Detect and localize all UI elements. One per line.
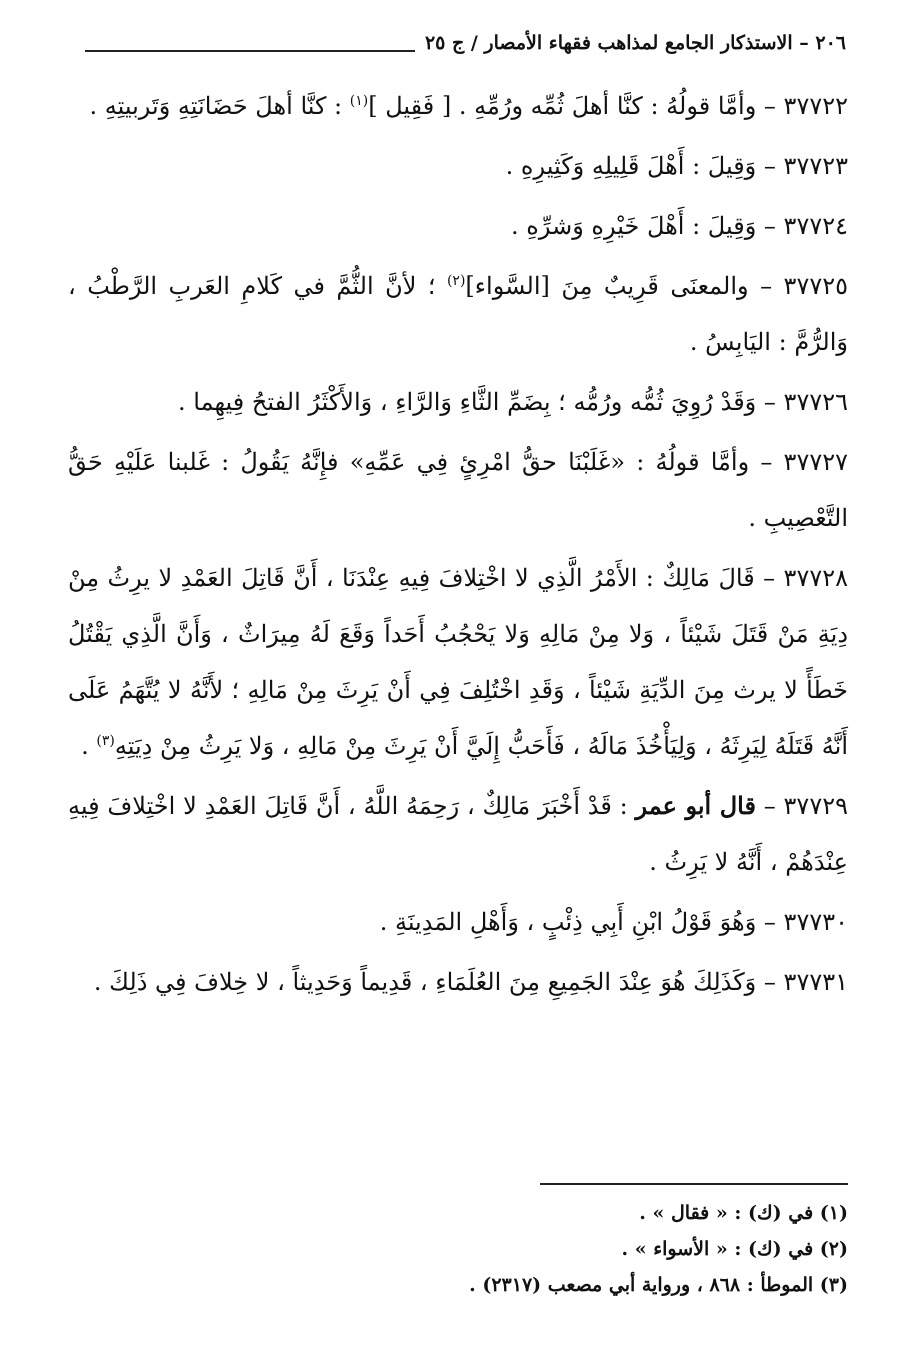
footnote-marker: (٣) [96, 733, 115, 749]
paragraph-number: ٣٧٧٢٦ – [756, 388, 848, 416]
paragraph-number: ٣٧٧٢٧ – [749, 448, 848, 476]
paragraph-37724 [68, 198, 848, 254]
paragraph-tail: . [81, 732, 97, 760]
paragraph-tail: : قَدْ أَخْبَرَ مَالِكٌ ، رَحِمَهُ اللَّهُ ، أَنَّ قَاتِلَ العَمْدِ لا اخْتِلافَ فِيهِ عِنْدَهُمْ ، أَنَّهُ لا يَرِثُ . [68, 792, 848, 876]
running-header: ٢٠٦ – الاستذكار الجامع لمذاهب فقهاء الأمصار / ج ٢٥ [424, 32, 846, 54]
footnote-1: (١) في (ك) : « فقال » . [639, 1202, 848, 1224]
paragraph-text: وَقَدْ رُوِيَ ثُمُّه ورُمُّه ؛ بِضَمِّ الثَّاءِ وَالرَّاءِ ، وَالأَكْثَرُ الفتحُ فِيهِما . [178, 388, 757, 416]
paragraph-37722 [68, 78, 848, 134]
header-rule [85, 50, 415, 52]
paragraph-37729 [68, 778, 848, 890]
paragraph-text: وَقِيلَ : أَهْلَ خَيْرِهِ وَشرِّهِ . [511, 212, 757, 240]
paragraph-number: ٣٧٧٢٢ – [756, 92, 848, 120]
paragraph-37723 [68, 138, 848, 194]
paragraph-text: وأمَّا قولُهُ : «غَلَبْنَا حقُّ امْرِئٍ فِي عَمِّهِ» فإِنَّهُ يَقُولُ : غَلبنا عَلَيْهِ حَقُّ التَّعْصِيبِ . [68, 448, 848, 532]
footnote-3: (٣) الموطأ : ٨٦٨ ، ورواية أبي مصعب (٢٣١٧) . [469, 1274, 848, 1296]
paragraph-37730 [68, 894, 848, 950]
paragraph-37731 [68, 954, 848, 1010]
paragraph-text: وَهُوَ قَوْلُ ابْنِ أَبِي ذِئْبٍ ، وَأَهْلِ المَدِينَةِ . [379, 908, 757, 936]
paragraph-tail: : كنَّا أهلَ حَضَانَتِهِ وَتَربيتِهِ . [89, 92, 350, 120]
paragraph-37725 [68, 258, 848, 370]
paragraph-37727 [68, 434, 848, 546]
footnote-marker: (٢) [446, 273, 466, 289]
paragraph-tail: ؛ لأنَّ الثُّمَّ في كَلامِ العَربِ الرَّطْبُ ، وَالرُّمَّ : اليَابِسُ . [68, 272, 848, 356]
footnote-rule [540, 1183, 848, 1185]
paragraph-number: ٣٧٧٢٨ – [754, 564, 848, 592]
footnote-marker: (١) [349, 93, 369, 109]
paragraph-37728 [68, 550, 848, 774]
paragraph-number: ٣٧٧٣٠ – [756, 908, 848, 936]
speaker-name: قال أبو عمر [635, 791, 756, 820]
paragraph-number: ٣٧٧٢٣ – [756, 152, 848, 180]
paragraph-37726 [68, 374, 848, 430]
body-text [68, 78, 848, 1014]
paragraph-number: ٣٧٧٣١ – [756, 968, 848, 996]
footnote-2: (٢) في (ك) : « الأسواء » . [621, 1238, 848, 1260]
footnotes [68, 1195, 848, 1303]
paragraph-text: وَقِيلَ : أَهْلَ قَلِيلِهِ وَكَثِيرِهِ . [505, 152, 757, 180]
paragraph-number: ٣٧٧٢٩ – [755, 792, 848, 820]
paragraph-text: وَكَذَلِكَ هُوَ عِنْدَ الجَمِيعِ مِنَ العُلَمَاءِ ، قَدِيماً وَحَدِيثاً ، لا خِلافَ فِي ذَلِكَ . [93, 968, 757, 996]
paragraph-number: ٣٧٧٢٥ – [748, 272, 848, 300]
paragraph-text: وأمَّا قولُهُ : كنَّا أهلَ ثُمِّه ورُمِّهِ . [ فَقِيل ] [368, 92, 757, 120]
paragraph-text: قَالَ مَالِكٌ : الأَمْرُ الَّذِي لا اخْتِلافَ فِيهِ عِنْدَنَا ، أَنَّ قَاتِلَ العَمْدِ لا يرِثُ مِنْ دِيَةِ مَنْ قَتَلَ شَيْئاً ، وَلا مِنْ مَالِهِ وَلا يَحْجُبُ أَحَداً وَقَعَ لَهُ مِيرَاثٌ ، وَأَنَّ الَّذِي يَقْتُلُ خَطَأً لا يرث مِنَ الدِّيَةِ شَيْئاً ، وَقَدِ اخْتُلِفَ فِي أَنْ يَرِثَ مِنْ مَالِهِ ؛ لأَنَّهُ لا يُتَّهَمُ عَلَى أَنَّهُ قَتَلَهُ لِيَرِثَهُ ، وَلِيَأْخُذَ مَالَهُ ، فَأَحَبُّ إِلَيَّ أَنْ يَرِثَ مِنْ مَالِهِ ، وَلا يَرِثُ مِنْ دِيَتِهِ [68, 564, 849, 760]
paragraph-text: والمعنَى قَرِيبٌ مِنَ [السَّواء] [465, 272, 749, 300]
paragraph-number: ٣٧٧٢٤ – [756, 212, 848, 240]
